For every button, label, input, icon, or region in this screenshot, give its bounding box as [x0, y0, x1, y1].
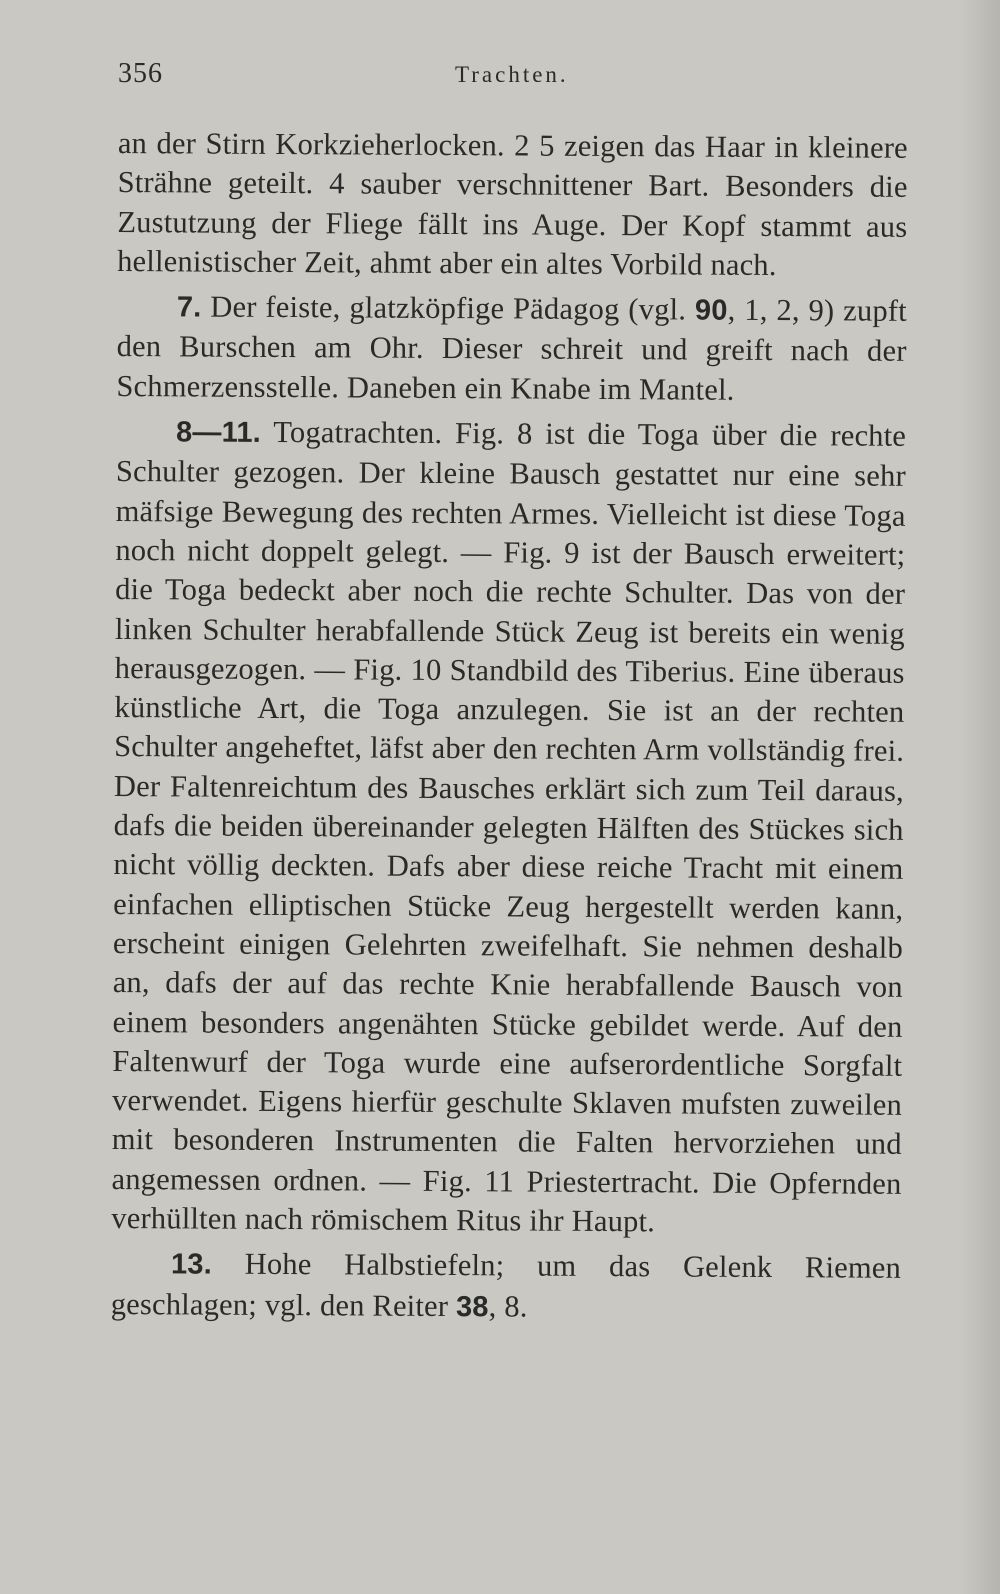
item-number: 7.	[176, 291, 202, 324]
item-number: 8—11.	[176, 416, 262, 449]
paragraph-continuation	[117, 124, 908, 286]
paragraph-item-8-11	[111, 412, 906, 1243]
paragraph-text-a: Hohe Halbstiefeln; um das Gelenk Riemen geschlagen; vgl. den Reiter	[110, 1247, 902, 1323]
figure-reference: 90	[694, 294, 728, 327]
paragraph-item-7	[116, 287, 907, 411]
body-text	[111, 124, 908, 1336]
paragraph-text: Togatrachten. Fig. 8 ist die Toga über die rechte Schulter gezogen. Der kleine Bausch gestattet nur eine sehr mäfsige Bewegung des rechten Armes. Vielleicht ist diese Toga noch nicht doppelt gelegt. — Fig. 9 ist der Bausch erweitert; die Toga bedeckt aber noch die rechte Schulter. Das von der linken Schulter herabfallende Stück Zeug ist bereits ein wenig herausgezogen. — Fig. 10 Standbild des Tiberius. Eine überaus künstliche Art, die Toga anzulegen. Sie ist an der rechten Schulter angeheftet, läfst aber den rechten Arm vollständig frei. Der Faltenreichtum des Bausches erklärt sich zum Teil daraus, dafs die beiden übereinander gelegten Hälften des Stückes sich nicht völlig deckten. Dafs aber diese reiche Tracht mit einem einfachen elliptischen Stücke Zeug hergestellt werden kann, erscheint einigen Gelehrten zweifelhaft. Sie nehmen deshalb an, dafs der auf das rechte Knie herabfallende Bausch von einem besonders angenähten Stücke gebildet werde. Auf den Faltenwurf der Toga wurde eine aufserordentliche Sorgfalt verwendet. Eigens hierfür geschulte Sklaven mufsten zuweilen mit besonderen Instrumenten die Falten hervorziehen und angemessen ordnen. — Fig. 11 Priestertracht. Die Opfernden verhüllten nach römischem Ritus ihr Haupt.	[111, 415, 907, 1239]
paragraph-item-13	[111, 1244, 901, 1329]
paragraph-text-b: , 8.	[488, 1288, 528, 1324]
running-title: Trachten.	[455, 62, 569, 87]
page-number: 356	[118, 58, 163, 89]
paragraph-text-b: , 1, 2, 9) zupft den Burschen am Ohr. Dieser schreit und greift nach der Schmerzensstelle. Daneben ein Knabe im Mantel.	[116, 292, 907, 407]
item-number: 13.	[170, 1248, 213, 1281]
paragraph-text: an der Stirn Korkzieherlocken. 2 5 zeigen das Haar in kleinere Strähne geteilt. 4 sauber verschnittener Bart. Besonders die Zustutzung der Fliege fällt ins Auge. Der Kopf stammt aus hellenistischer Zeit, ahmt aber ein altes Vorbild nach.	[117, 125, 908, 282]
paragraph-text-a: Der feiste, glatzköpfige Pädagog (vgl.	[210, 289, 687, 327]
page-header	[118, 58, 908, 98]
figure-reference: 38	[455, 1290, 489, 1323]
page-edge-shadow	[960, 0, 1000, 1594]
